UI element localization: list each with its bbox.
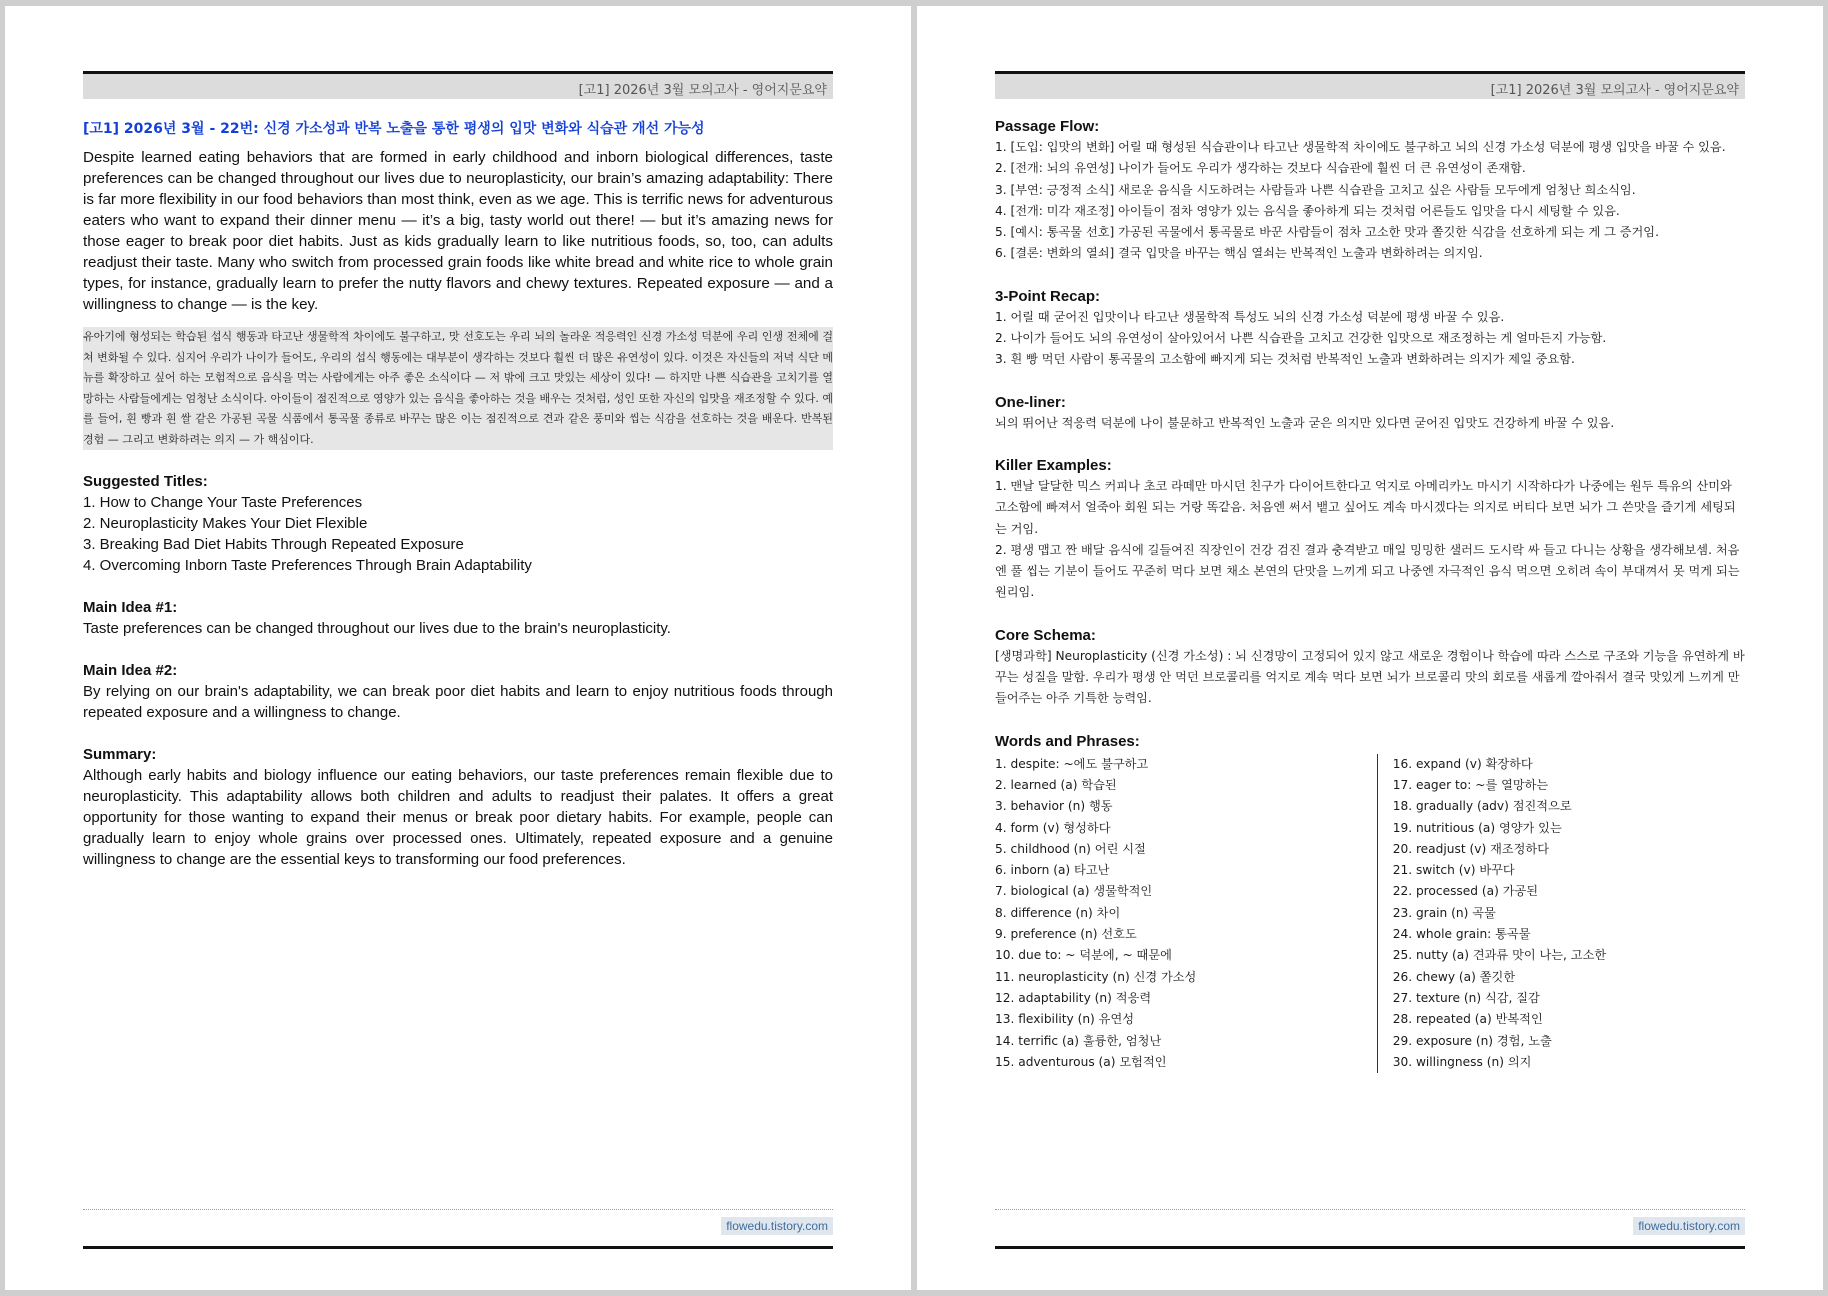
page-header: [고1] 2026년 3월 모의고사 - 영어지문요약: [83, 71, 833, 99]
word-item: 26. chewy (a) 쫄깃한: [1392, 969, 1516, 984]
word-item: 8. difference (n) 차이: [995, 905, 1121, 920]
main-idea-2-heading: Main Idea #2:: [83, 662, 178, 679]
footer-divider: [83, 1209, 833, 1210]
word-item: 30. willingness (n) 의지: [1392, 1054, 1532, 1069]
main-idea-1-heading: Main Idea #1:: [83, 599, 178, 616]
footer-divider: [995, 1209, 1745, 1210]
word-item: 7. biological (a) 생물학적인: [995, 884, 1153, 899]
word-item: 13. flexibility (n) 유연성: [995, 1012, 1135, 1027]
page-footer: [995, 1209, 1745, 1235]
core-schema-heading: Core Schema:: [995, 626, 1096, 644]
page-footer: [83, 1209, 833, 1235]
word-item: 18. gradually (adv) 점진적으로: [1392, 799, 1572, 814]
list-item: 3. [부연: 긍정적 소식] 새로운 음식을 시도하려는 사람들과 나쁜 식습관을 고치고 싶은 사람들 모두에게 엄청난 희소식임.: [995, 182, 1636, 197]
list-item: 4. [전개: 미각 재조정] 아이들이 점차 영양가 있는 음식을 좋아하게 되는 것처럼 어른들도 입맛을 다시 세팅할 수 있음.: [995, 203, 1620, 218]
footer-rule: [995, 1246, 1745, 1249]
passage-text: Despite learned eating behaviors that are formed in early childhood and inborn biological differences, taste preferences can be changed throughout our lives due to neuroplasticity, our brain’s amazing adaptability: There is far more flexibility in our food behaviors than most think, even as we age. This is terrific news for adventurous eaters who want to expand their dinner menu — it’s a big, tasty world out there! — but it’s amazing news for those eager to break poor diet habits. Just as kids gradually learn to like nutritious foods, so, too, can adults readjust their taste. Many who switch from processed grain foods like white bread and white rice to whole grain types, for instance, gradually learn to prefer the nutty flavors and chewy textures. Repeated exposure — and a willingness to change — is the key.: [83, 149, 833, 313]
passage-flow-list: [995, 137, 1745, 265]
words-column-2: [1377, 754, 1745, 1073]
words-table: [995, 754, 1745, 1073]
word-item: 29. exposure (n) 경험, 노출: [1392, 1033, 1552, 1048]
word-item: 12. adaptability (n) 적응력: [995, 990, 1152, 1005]
words-heading: Words and Phrases:: [995, 732, 1140, 750]
word-item: 10. due to: ~ 덕분에, ~ 때문에: [995, 948, 1172, 963]
list-item: 3. 흰 빵 먹던 사람이 통곡물의 고소함에 빠지게 되는 것처럼 반복적인 노출과 변화하려는 의지가 제일 중요함.: [995, 352, 1575, 367]
word-item: 19. nutritious (a) 영양가 있는: [1392, 820, 1562, 835]
summary-heading: Summary:: [83, 746, 157, 763]
footer-link[interactable]: flowedu.tistory.com: [721, 1217, 833, 1235]
suggested-titles-heading: Suggested Titles:: [83, 473, 208, 490]
word-item: 5. childhood (n) 어린 시절: [995, 841, 1146, 856]
recap-heading: 3-Point Recap:: [995, 287, 1101, 305]
word-item: 6. inborn (a) 타고난: [995, 863, 1110, 878]
killer-examples-list: [995, 476, 1745, 604]
word-item: 15. adventurous (a) 모험적인: [995, 1054, 1167, 1069]
recap-list: [995, 307, 1745, 371]
word-item: 21. switch (v) 바꾸다: [1392, 863, 1515, 878]
word-item: 16. expand (v) 확장하다: [1392, 756, 1533, 771]
suggested-titles-list: [83, 492, 833, 576]
list-item: 1. How to Change Your Taste Preferences: [83, 494, 363, 511]
page-header: [고1] 2026년 3월 모의고사 - 영어지문요약: [995, 71, 1745, 99]
word-item: 24. whole grain: 통곡물: [1392, 927, 1531, 942]
word-item: 27. texture (n) 식감, 질감: [1392, 990, 1540, 1005]
word-item: 17. eager to: ~를 열망하는: [1392, 777, 1549, 792]
list-item: 6. [결론: 변화의 열쇠] 결국 입맛을 바꾸는 핵심 열쇠는 반복적인 노출과 변화하려는 의지임.: [995, 246, 1483, 261]
list-item: 4. Overcoming Inborn Taste Preferences Through Brain Adaptability: [83, 557, 532, 574]
list-item: 2. Neuroplasticity Makes Your Diet Flexible: [83, 515, 368, 532]
oneliner-text: 뇌의 뛰어난 적응력 덕분에 나이 불문하고 반복적인 노출과 굳은 의지만 있다면 굳어진 입맛도 건강하게 바꿀 수 있음.: [995, 415, 1615, 430]
passage-translation: 유아기에 형성되는 학습된 섭식 행동과 타고난 생물학적 차이에도 불구하고, 맛 선호도는 우리 뇌의 놀라운 적응력인 신경 가소성 덕분에 우리 인생 전체에 걸쳐 변화될 수 있다. 심지어 우리가 나이가 들어도, 우리의 섭식 행동에는 대부분이 생각하는 것보다 훨씬 더 많은 유연성이 있다. 이것은 자신들의 저녁 식단 메뉴를 확장하고 싶어 하는 모험적으로 음식을 먹는 사람에게는 아주 좋은 소식이다 — 저 밖에 크고 맛있는 세상이 있다! — 하지만 나쁜 식습관을 고치기를 열망하는 사람들에게는 엄청난 소식이다. 아이들이 점진적으로 영양가 있는 음식을 좋아하는 것을 배우는 것처럼, 성인 또한 자신의 입맛을 재조정할 수 있다. 예를 들어, 흰 빵과 흰 쌀 같은 가공된 곡물 식품에서 통곡물 종류로 바꾸는 많은 이는 점진적으로 견과 같은 풍미와 씹는 식감을 선호하는 것을 배운다. 반복된 경험 — 그리고 변화하려는 의지 — 가 핵심이다.: [83, 327, 833, 450]
word-item: 25. nutty (a) 견과류 맛이 나는, 고소한: [1392, 948, 1607, 963]
word-item: 11. neuroplasticity (n) 신경 가소성: [995, 969, 1197, 984]
main-idea-2-text: By relying on our brain's adaptability, we can break poor diet habits and learn to enjoy nutritious foods through repeated exposure and a willingness to change.: [83, 683, 833, 721]
footer-link[interactable]: flowedu.tistory.com: [1633, 1217, 1745, 1235]
summary-text: Although early habits and biology influence our eating behaviors, our taste preferences remain flexible due to neuroplasticity. This adaptability allows both children and adults to readjust their palates. It offers a great opportunity for those wanting to expand their menus or break poor dietary habits. For example, people can gradually learn to enjoy whole grains over processed ones. Ultimately, repeated exposure and a genuine willingness to change are the essential keys to transforming our food preferences.: [83, 767, 833, 868]
words-column-1: [995, 754, 1377, 1073]
oneliner-heading: One-liner:: [995, 393, 1066, 411]
word-item: 3. behavior (n) 행동: [995, 799, 1113, 814]
page-left-content: [83, 71, 833, 870]
core-schema-text: [생명과학] Neuroplasticity (신경 가소성) : 뇌 신경망이 고정되어 있지 않고 새로운 경험이나 학습에 따라 스스로 구조와 기능을 유연하게 바꾸는 성질을 말함. 우리가 평생 안 먹던 브로콜리를 억지로 계속 먹다 보면 뇌가 브로콜리 맛의 회로를 새롭게 깔아줘서 결국 맛있게 느끼게 만들어주는 아주 기특한 능력임.: [995, 648, 1745, 706]
list-item: 2. 나이가 들어도 뇌의 유연성이 살아있어서 나쁜 식습관을 고치고 건강한 입맛으로 재조정하는 게 얼마든지 가능함.: [995, 331, 1607, 346]
word-item: 9. preference (n) 선호도: [995, 927, 1137, 942]
word-item: 2. learned (a) 학습된: [995, 777, 1117, 792]
page-right: [917, 6, 1823, 1290]
word-item: 20. readjust (v) 재조정하다: [1392, 841, 1549, 856]
word-item: 22. processed (a) 가공된: [1392, 884, 1539, 899]
word-item: 1. despite: ~에도 불구하고: [995, 756, 1149, 771]
list-item: 1. [도입: 입맛의 변화] 어릴 때 형성된 식습관이나 타고난 생물학적 차이에도 불구하고 뇌의 신경 가소성 덕분에 평생 입맛을 바꿀 수 있음.: [995, 140, 1726, 154]
list-item: 3. Breaking Bad Diet Habits Through Repeated Exposure: [83, 536, 464, 553]
list-item: 2. 평생 맵고 짠 배달 음식에 길들여진 직장인이 건강 검진 결과 충격받고 매일 밍밍한 샐러드 도시락 싸 들고 다니는 상황을 생각해보셈. 처음엔 풀 씹는 기분이 들어도 꾸준히 먹다 보면 채소 본연의 단맛을 느끼게 되고 나중엔 자극적인 음식 먹으면 오히려 속이 부대껴서 못 먹게 되는 원리임.: [995, 542, 1740, 600]
main-idea-1-text: Taste preferences can be changed throughout our lives due to the brain's neuroplasticity.: [83, 620, 671, 637]
word-item: 28. repeated (a) 반복적인: [1392, 1012, 1543, 1027]
footer-rule: [83, 1246, 833, 1249]
word-item: 23. grain (n) 곡물: [1392, 905, 1496, 920]
list-item: 1. 어릴 때 굳어진 입맛이나 타고난 생물학적 특성도 뇌의 신경 가소성 덕분에 평생 바꿀 수 있음.: [995, 309, 1505, 324]
list-item: 5. [예시: 통곡물 선호] 가공된 곡물에서 통곡물로 바꾼 사람들이 점차 고소한 맛과 쫄깃한 식감을 선호하게 되는 게 그 증거임.: [995, 225, 1659, 240]
killer-examples-heading: Killer Examples:: [995, 456, 1112, 474]
page-left: [5, 6, 911, 1290]
word-item: 4. form (v) 형성하다: [995, 820, 1111, 835]
word-item: 14. terrific (a) 훌륭한, 엄청난: [995, 1033, 1162, 1048]
passage-flow-heading: Passage Flow:: [995, 118, 1100, 135]
page-right-content: [995, 71, 1745, 1073]
passage-title: [고1] 2026년 3월 - 22번: 신경 가소성과 반복 노출을 통한 평생의 입맛 변화와 식습관 개선 가능성: [83, 121, 705, 137]
list-item: 1. 맨날 달달한 믹스 커피나 초코 라떼만 마시던 친구가 다이어트한다고 억지로 아메리카노 마시기 시작하다가 나중에는 원두 특유의 산미와 고소함에 빠져서 얼죽아 회원 되는 거랑 똑같음. 처음엔 써서 뱉고 싶어도 계속 마시겠다는 의지로 버티다 보면 뇌가 그 쓴맛을 즐기게 세팅되는 거임.: [995, 478, 1736, 536]
list-item: 2. [전개: 뇌의 유연성] 나이가 들어도 우리가 생각하는 것보다 식습관에 훨씬 더 큰 유연성이 존재함.: [995, 161, 1526, 176]
